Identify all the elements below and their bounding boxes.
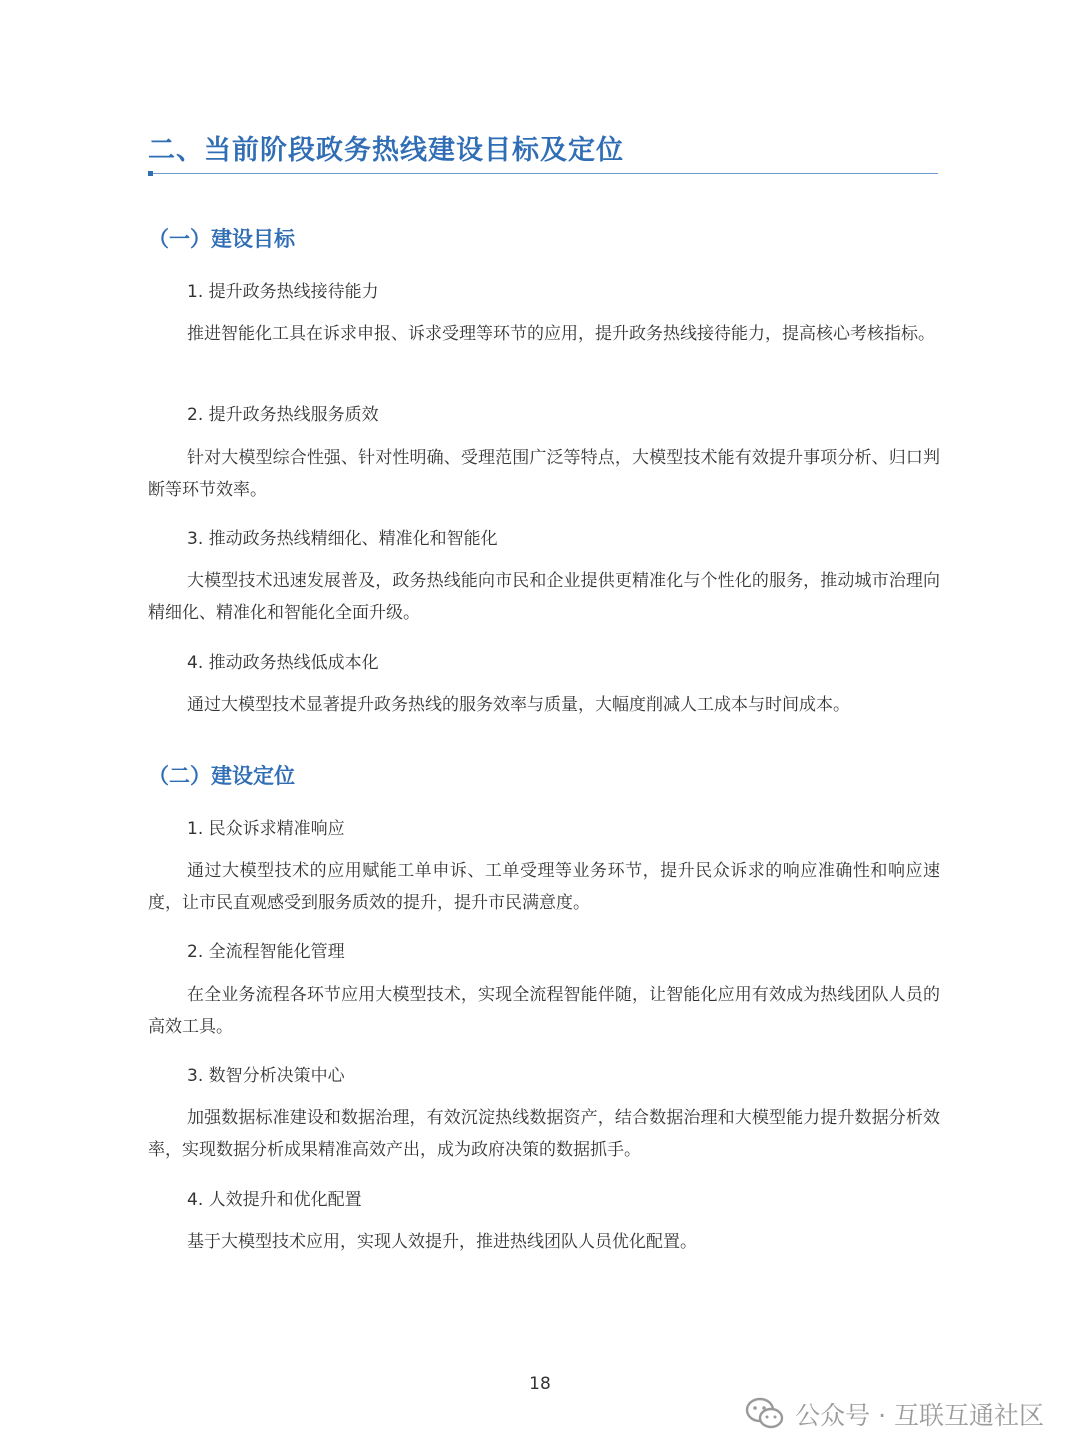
- section-heading-positioning: （二）建设定位: [148, 764, 295, 788]
- paragraph: 大模型技术迅速发展普及，政务热线能向市民和企业提供更精准化与个性化的服务，推动城市治理向精细化、精准化和智能化全面升级。: [148, 571, 940, 623]
- paragraph: 在全业务流程各环节应用大模型技术，实现全流程智能伴随，让智能化应用有效成为热线团队人员的高效工具。: [148, 985, 940, 1037]
- watermark-text: 公众号 · 互联互通社区: [795, 1401, 1044, 1430]
- title-underline-marker: [148, 171, 153, 176]
- item-heading: 1. 提升政务热线接待能力: [187, 282, 379, 302]
- item-heading: 4. 推动政务热线低成本化: [187, 653, 379, 673]
- title-underline: [148, 173, 938, 174]
- item-heading: 2. 全流程智能化管理: [187, 942, 345, 962]
- chapter-title: 二、当前阶段政务热线建设目标及定位: [148, 135, 624, 166]
- item-heading: 2. 提升政务热线服务质效: [187, 405, 379, 425]
- paragraph: 加强数据标准建设和数据治理，有效沉淀热线数据资产，结合数据治理和大模型能力提升数据分析效率，实现数据分析成果精准高效产出，成为政府决策的数据抓手。: [148, 1108, 940, 1160]
- item-heading: 3. 数智分析决策中心: [187, 1066, 345, 1086]
- paragraph: 通过大模型技术的应用赋能工单申诉、工单受理等业务环节，提升民众诉求的响应准确性和响应速度，让市民直观感受到服务质效的提升，提升市民满意度。: [148, 861, 940, 913]
- item-heading: 3. 推动政务热线精细化、精准化和智能化: [187, 529, 498, 549]
- item-heading: 1. 民众诉求精准响应: [187, 819, 345, 839]
- item-heading: 4. 人效提升和优化配置: [187, 1190, 362, 1210]
- section-heading-goals: （一）建设目标: [148, 227, 295, 251]
- watermark: [745, 1394, 1044, 1434]
- paragraph: 通过大模型技术显著提升政务热线的服务效率与质量，大幅度削减人工成本与时间成本。: [187, 695, 850, 715]
- page-number: 18: [529, 1374, 551, 1394]
- paragraph: 基于大模型技术应用，实现人效提升，推进热线团队人员优化配置。: [187, 1232, 697, 1252]
- paragraph: 针对大模型综合性强、针对性明确、受理范围广泛等特点，大模型技术能有效提升事项分析、归口判断等环节效率。: [148, 448, 940, 500]
- wechat-icon: [745, 1397, 785, 1431]
- paragraph: 推进智能化工具在诉求申报、诉求受理等环节的应用，提升政务热线接待能力，提高核心考核指标。: [187, 324, 935, 344]
